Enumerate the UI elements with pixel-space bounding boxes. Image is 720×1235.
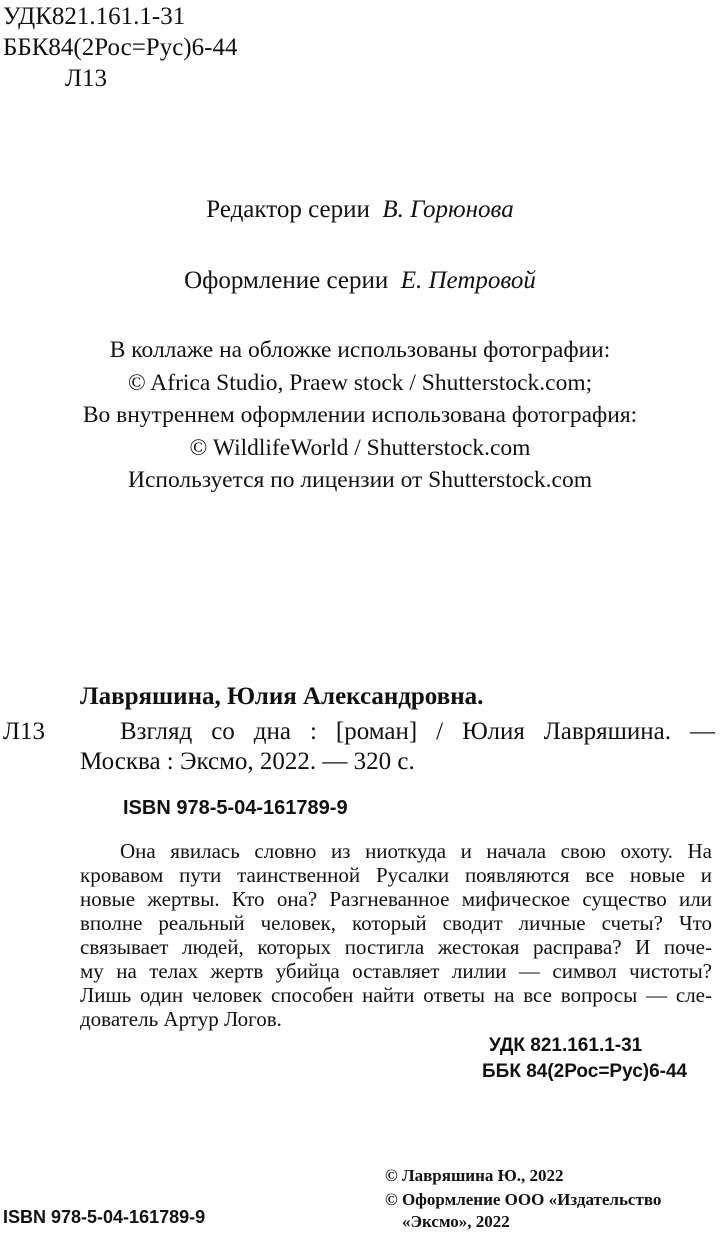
photo-credit-line: Во внутреннем оформлении использована фотография:	[82, 402, 638, 428]
udk-code-top: УДК821.161.1-31	[3, 3, 186, 30]
isbn-bottom: ISBN 978-5-04-161789-9	[3, 1207, 206, 1227]
annotation-line: новые жертвы. Кто она? Разгневанное мифическое существо или	[80, 887, 712, 911]
bibliography-publisher-line: Москва : Эксмо, 2022. — 320 с.	[80, 748, 415, 775]
bibliography-mark: Л13	[3, 718, 45, 745]
bibliography-title-line: Взгляд со дна : [роман] / Юлия Лавряшина. —	[120, 718, 715, 745]
annotation-paragraph	[80, 839, 712, 1031]
annotation-line: Лишь один человек способен найти ответы на все вопросы — сле-	[80, 983, 712, 1007]
photo-credit-line: Используется по лицензии от Shutterstock.com	[128, 467, 592, 493]
photo-credit-line: В коллаже на обложке использованы фотографии:	[109, 337, 611, 363]
series-editor-line	[0, 196, 720, 224]
annotation-line: дователь Артур Логов.	[80, 1007, 282, 1031]
photo-credit-line: © WildlifeWorld / Shutterstock.com	[189, 434, 531, 461]
annotation-line: связывает людей, которых постигла жестокая расправа? И поче-	[80, 935, 712, 959]
copyright-publisher: «Эксмо», 2022	[402, 1212, 510, 1231]
copyright-author: © Лавряшина Ю., 2022	[385, 1166, 564, 1185]
bbk-code-top: ББК84(2Рос=Рус)6-44	[3, 34, 238, 61]
series-design-label: Оформление серии	[184, 267, 389, 294]
series-editor-name: В. Горюнова	[382, 196, 514, 223]
series-design-name: Е. Петровой	[400, 267, 536, 294]
bibliography-author: Лавряшина, Юлия Александровна.	[80, 683, 484, 710]
series-editor-label: Редактор серии	[206, 196, 370, 223]
udk-code-bottom: УДК 821.161.1-31	[489, 1035, 643, 1056]
copyright-design: © Оформление ООО «Издательство	[385, 1190, 662, 1209]
annotation-line: кровавом пути таинственной Русалки появляются все новые и	[80, 863, 712, 887]
photo-credits-block	[0, 334, 720, 497]
author-mark-top: Л13	[65, 65, 107, 92]
bbk-code-bottom: ББК 84(2Рос=Рус)6-44	[482, 1061, 688, 1082]
annotation-line: му на телах жертв убийца оставляет лилии — символ чистоты?	[80, 959, 712, 983]
annotation-line: Она явилась словно из ниоткуда и начала свою охоту. На	[120, 839, 712, 863]
annotation-line: вполне реальный человек, который сводит личные счеты? Что	[80, 911, 712, 935]
photo-credit-line: © Africa Studio, Praew stock / Shutterstock.com;	[127, 369, 593, 396]
bibliography-isbn: ISBN 978-5-04-161789-9	[123, 797, 348, 819]
series-design-line	[0, 267, 720, 295]
